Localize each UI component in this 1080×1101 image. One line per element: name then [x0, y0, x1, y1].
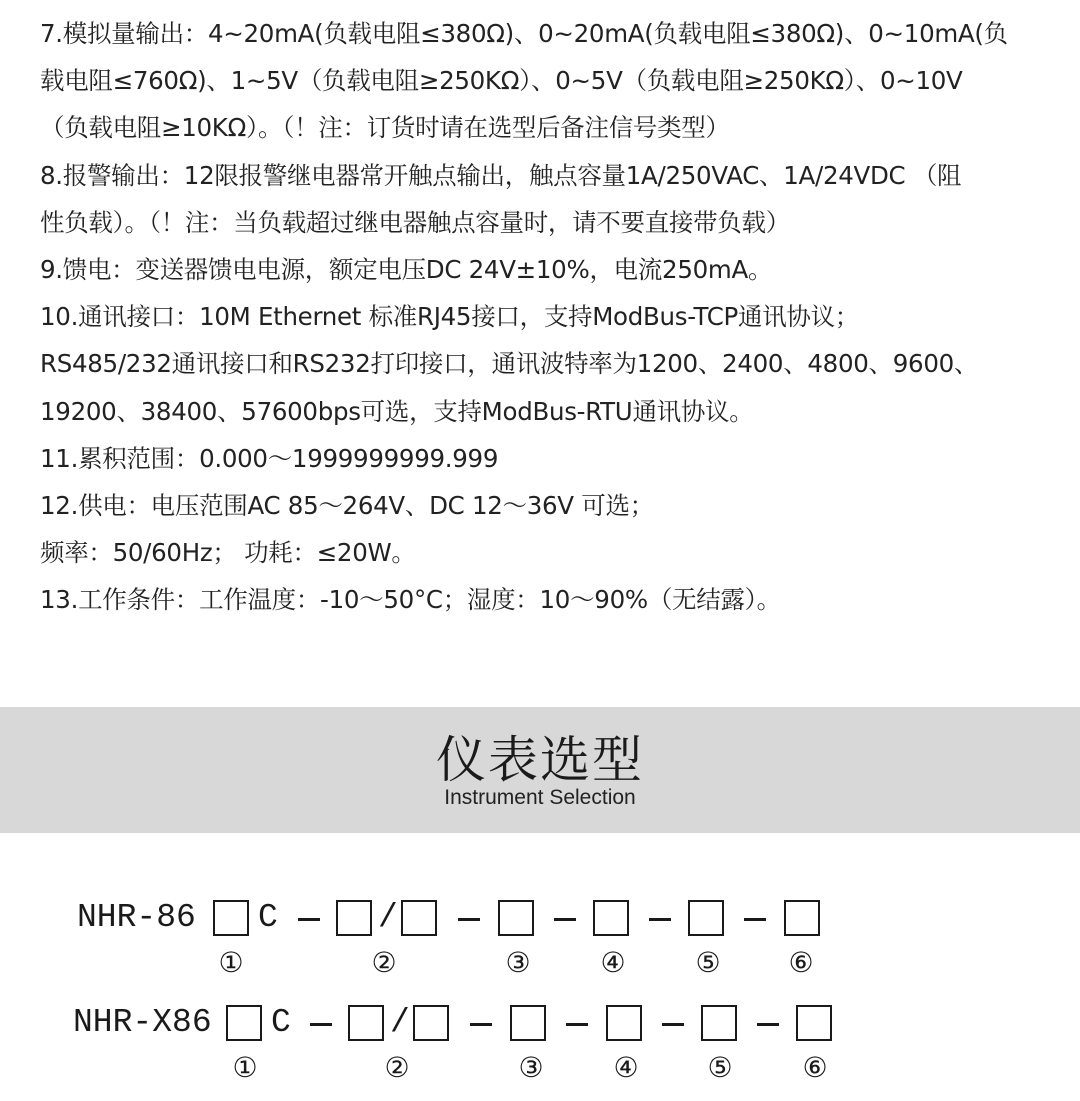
separator-dash	[470, 1023, 492, 1026]
spec-line: 10.通讯接口：10M Ethernet 标准RJ45接口，支持ModBus-TCP通讯协议；	[40, 302, 859, 332]
option-box	[606, 1005, 642, 1041]
spec-line: 9.馈电：变送器馈电电源，额定电压DC 24V±10%，电流250mA。	[40, 254, 773, 284]
option-number: ②	[384, 1051, 410, 1084]
option-box	[593, 900, 629, 936]
separator-dash	[757, 1023, 779, 1026]
separator-dash	[458, 918, 480, 921]
model-mark-c: C	[271, 1004, 291, 1041]
option-box	[510, 1005, 546, 1041]
separator-dash	[662, 1023, 684, 1026]
spec-line: 频率：50/60Hz； 功耗：≤20W。	[40, 538, 416, 568]
separator-dash	[554, 918, 576, 921]
option-number: ④	[600, 946, 626, 979]
option-number: ②	[371, 946, 397, 979]
spec-line: 载电阻≤760Ω)、1~5V（负载电阻≥250KΩ）、0~5V（负载电阻≥250KΩ）、0~10V	[40, 66, 963, 96]
spec-line: 7.模拟量输出：4~20mA(负载电阻≤380Ω)、0~20mA(负载电阻≤380Ω)、0~10mA(负	[40, 19, 1008, 48]
separator-dash	[744, 918, 766, 921]
section-banner	[0, 707, 1080, 833]
spec-line: 12.供电：电压范围AC 85～264V、DC 12～36V 可选；	[40, 490, 654, 520]
slash-separator: /	[390, 1004, 410, 1041]
separator-dash	[649, 918, 671, 921]
option-number: ⑥	[788, 946, 814, 979]
option-box	[401, 900, 437, 936]
option-number: ①	[218, 946, 244, 979]
model-code-row	[0, 1001, 1080, 1045]
option-box	[701, 1005, 737, 1041]
spec-line: 19200、38400、57600bps可选，支持ModBus-RTU通讯协议。	[40, 396, 754, 426]
spec-line: RS485/232通讯接口和RS232打印接口，通讯波特率为1200、2400、4800、9600、	[40, 349, 979, 379]
option-number: ⑥	[802, 1051, 828, 1084]
option-number: ③	[518, 1051, 544, 1084]
spec-list	[40, 10, 1070, 623]
spec-line: 8.报警输出：12限报警继电器常开触点输出，触点容量1A/250VAC、1A/24VDC （阻	[40, 160, 962, 190]
option-box	[226, 1005, 262, 1041]
option-box	[784, 900, 820, 936]
option-box	[688, 900, 724, 936]
option-number: ④	[613, 1051, 639, 1084]
option-box	[413, 1005, 449, 1041]
option-number: ⑤	[707, 1051, 733, 1084]
separator-dash	[298, 918, 320, 921]
model-code-row	[0, 896, 1080, 940]
option-box	[348, 1005, 384, 1041]
separator-dash	[310, 1023, 332, 1026]
model-prefix: NHR-86	[77, 899, 196, 936]
spec-line: 13.工作条件：工作温度：-10～50°C；湿度：10～90%（无结露）。	[40, 585, 781, 615]
spec-line: （负载电阻≥10KΩ）。（！注：订货时请在选型后备注信号类型）	[40, 113, 730, 143]
option-number: ③	[505, 946, 531, 979]
option-number: ⑤	[695, 946, 721, 979]
option-box	[796, 1005, 832, 1041]
slash-separator: /	[378, 899, 398, 936]
option-number: ①	[232, 1051, 258, 1084]
section-subtitle: Instrument Selection	[444, 786, 636, 809]
section-title: 仪表选型	[436, 731, 644, 789]
spec-line: 11.累积范围：0.000～1999999999.999	[40, 443, 499, 473]
option-box	[498, 900, 534, 936]
option-box	[213, 900, 249, 936]
separator-dash	[566, 1023, 588, 1026]
model-prefix: NHR-X86	[73, 1004, 212, 1041]
model-mark-c: C	[258, 899, 278, 936]
option-box	[336, 900, 372, 936]
spec-line: 性负载）。（！注：当负载超过继电器触点容量时，请不要直接带负载）	[40, 207, 790, 237]
